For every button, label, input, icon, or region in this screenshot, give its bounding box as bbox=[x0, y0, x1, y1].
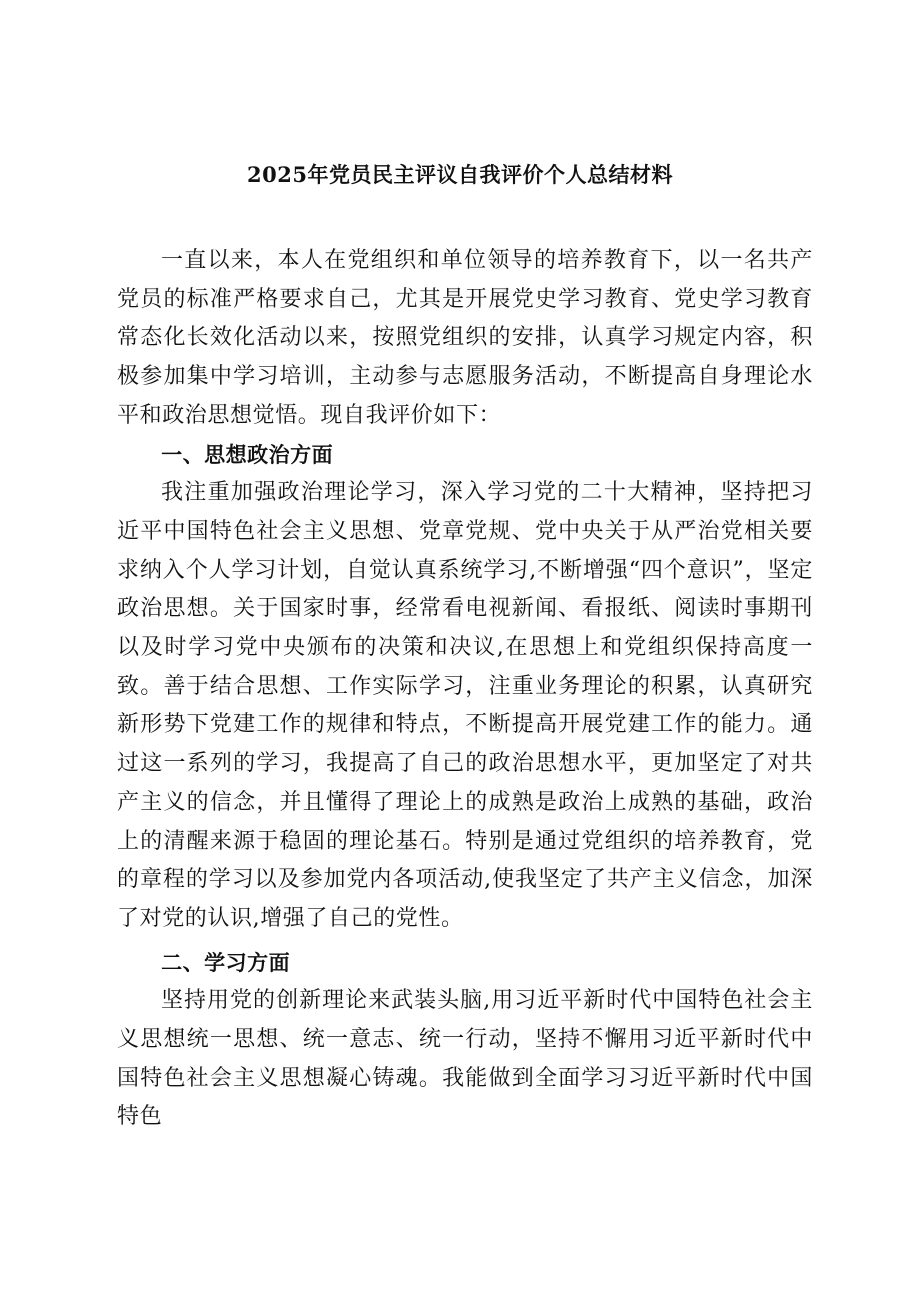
intro-paragraph: 一直以来，本人在党组织和单位领导的培养教育下，以一名共产党员的标准严格要求自己，尤其是开展党史学习教育、党史学习教育常态化长效化活动以来，按照党组织的安排，认真学习规定内容，积极参加集中学习培训，主动参与志愿服务活动，不断提高自身理论水平和政治思想觉悟。现自我评价如下： bbox=[117, 248, 813, 428]
document-body bbox=[117, 242, 813, 1137]
document-title: 2025年党员民主评议自我评价个人总结材料 bbox=[247, 162, 673, 187]
section-heading-ideology: 一、思想政治方面 bbox=[161, 441, 334, 467]
section-body-study: 坚持用党的创新理论来武装头脑,用习近平新时代中国特色社会主义思想统一思想、统一意志、统一行动，坚持不懈用习近平新时代中国特色社会主义思想凝心铸魂。我能做到全面学习习近平新时代中国特色 bbox=[117, 988, 813, 1130]
section-body-ideology: 我注重加强政治理论学习，深入学习党的二十大精神，坚持把习近平中国特色社会主义思想、党章党规、党中央关于从严治党相关要求纳入个人学习计划，自觉认真系统学习,不断增强“四个意识”，坚定政治思想。关于国家时事，经常看电视新闻、看报纸、阅读时事期刊以及时学习党中央颁布的决策和决议,在思想上和党组织保持高度一致。善于结合思想、工作实际学习，注重业务理论的积累，认真研究新形势下党建工作的规律和特点，不断提高开展党建工作的能力。通过这一系列的学习，我提高了自己的政治思想水平，更加坚定了对共产主义的信念，并且懂得了理论上的成熟是政治上成熟的基础，政治上的清醒来源于稳固的理论基石。特别是通过党组织的培养教育，党的章程的学习以及参加党内各项活动,使我坚定了共产主义信念，加深了对党的认识,增强了自己的党性。 bbox=[117, 480, 813, 931]
section-heading-study: 二、学习方面 bbox=[161, 949, 291, 975]
